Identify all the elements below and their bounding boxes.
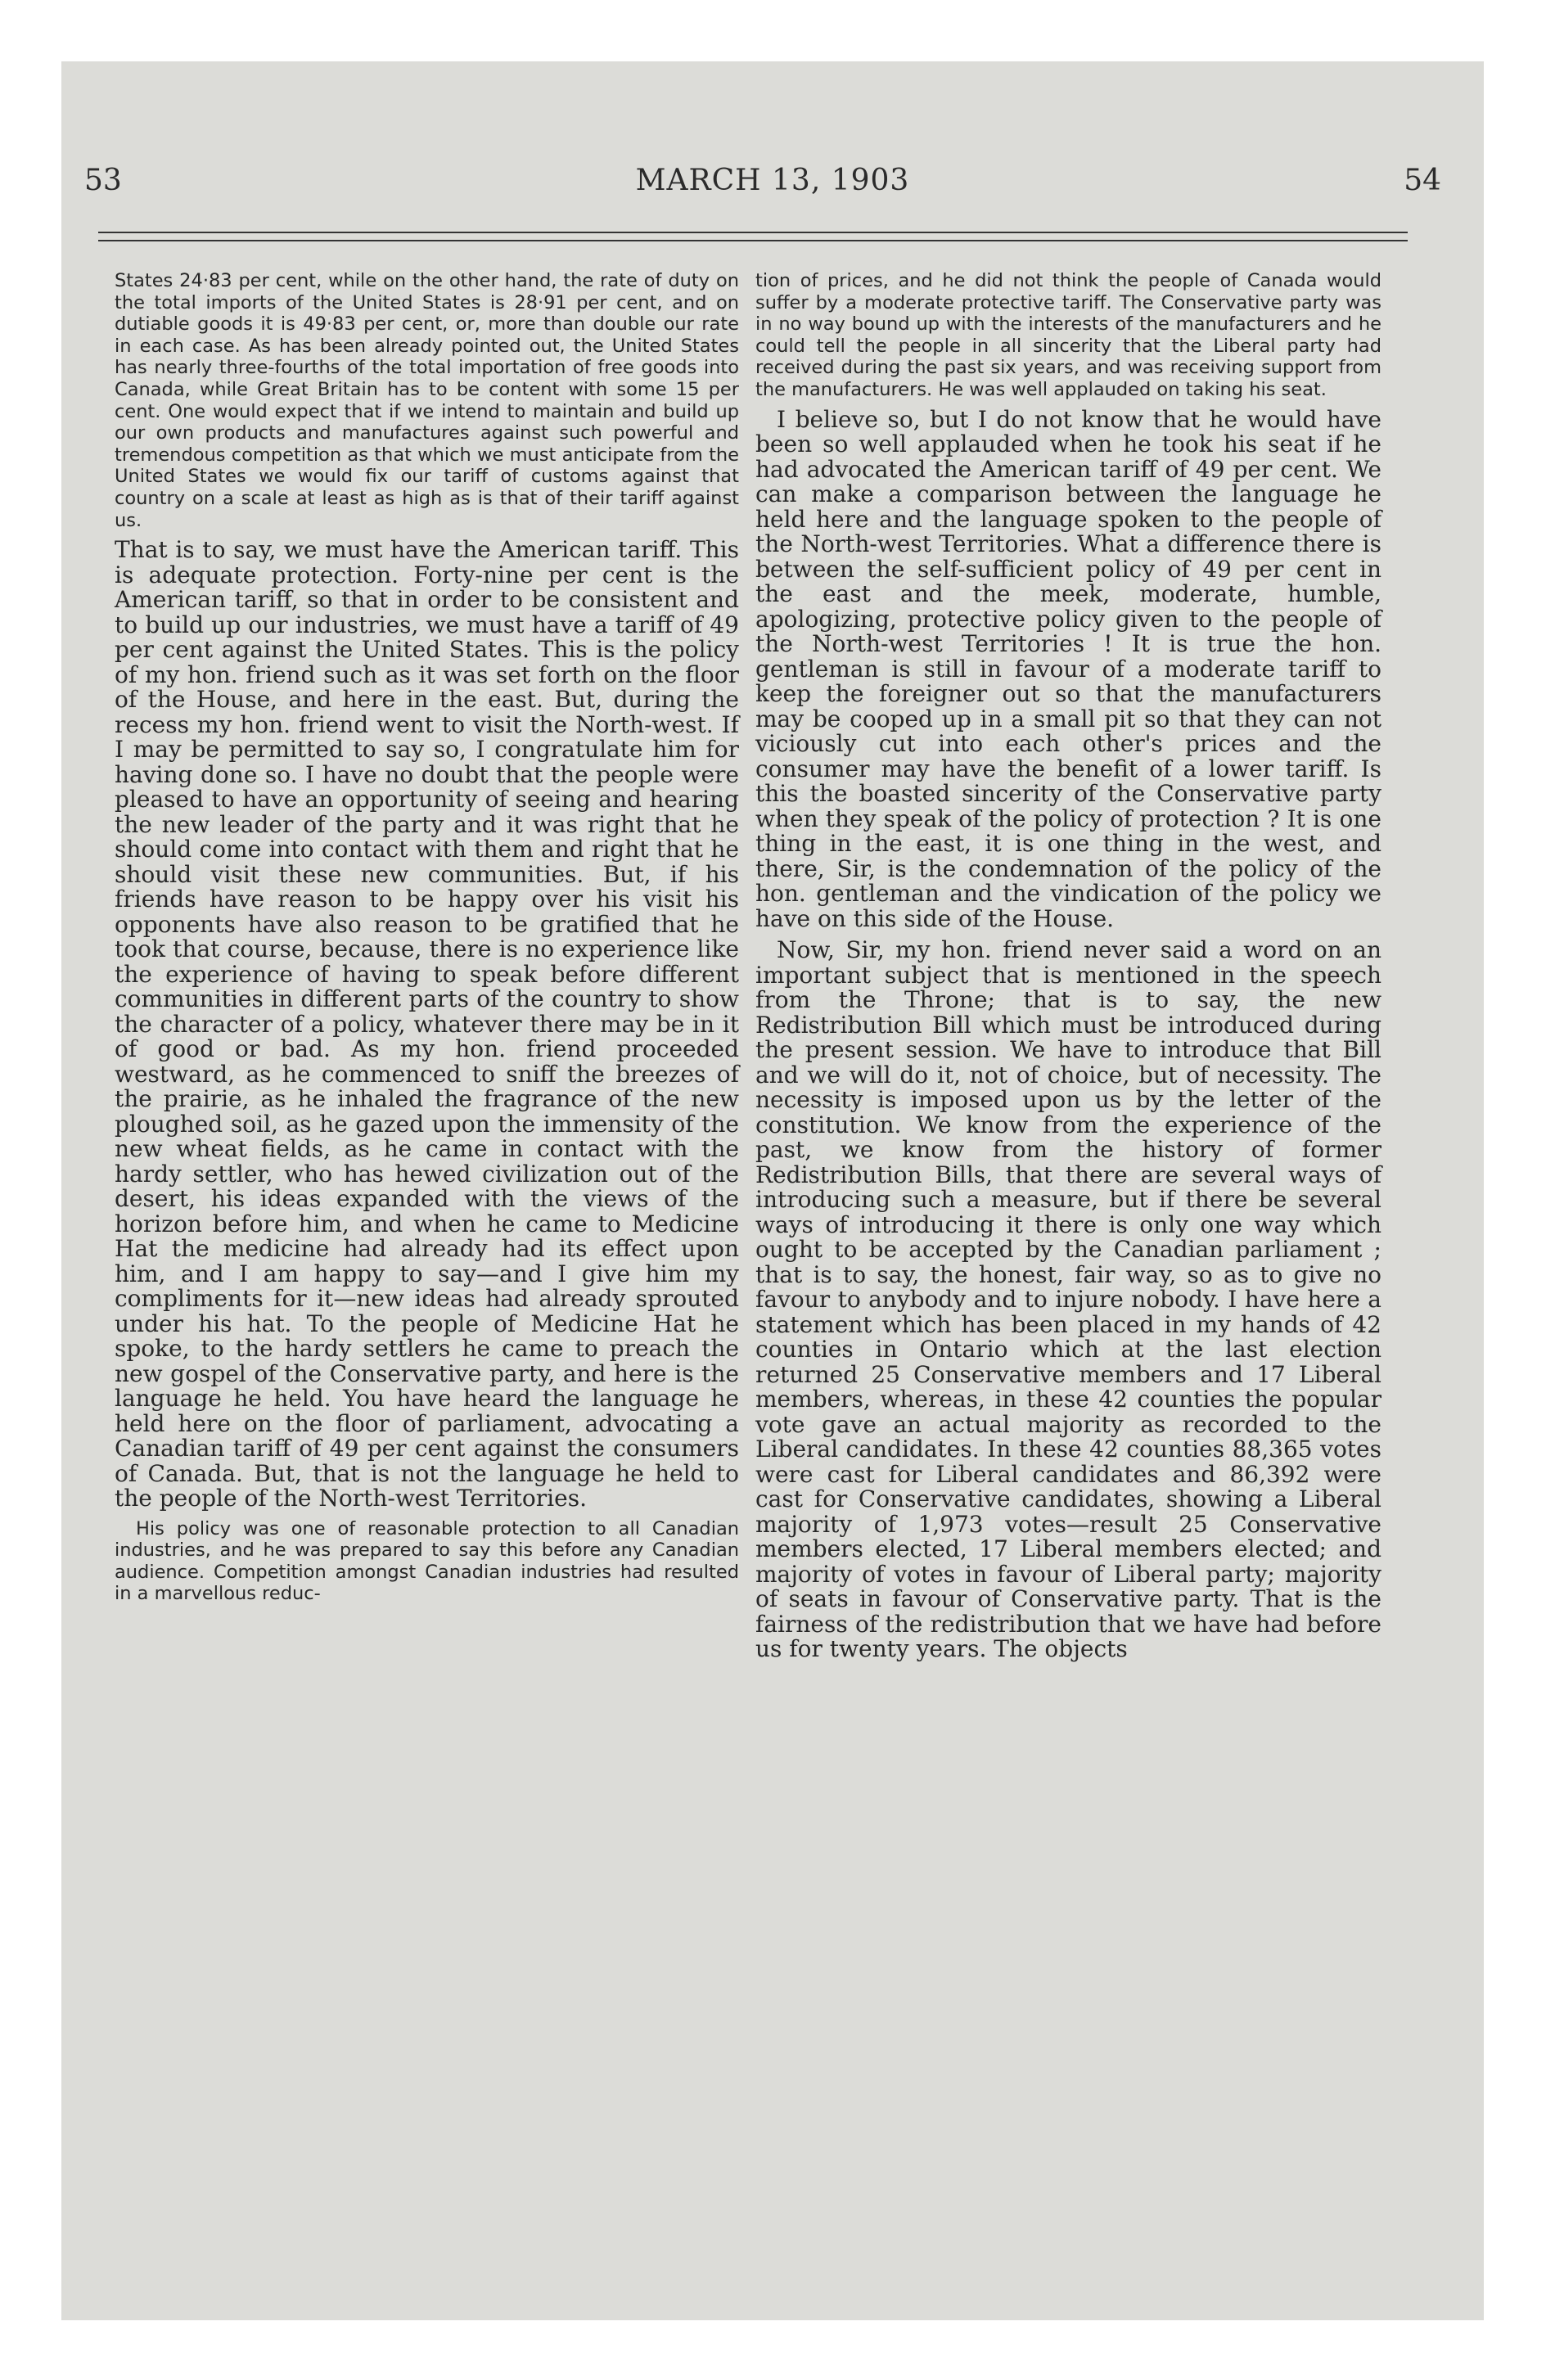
left-paragraph-1: States 24·83 per cent, while on the other hand, the rate of duty on the total imports of the United States is 28·91 per cent, and on dutiable goods it is 49·83 per cent, or, more than double our rate in each case. As has been already pointed out, the United States has nearly three-fourths of the total importation of free goods into Canada, while Great Britain has to be content with some 15 per cent. One would expect that if we intend to maintain and build up our own products and manufactures against such powerful and tremendous competition as that which we must anticipate from the United States we would fix our tariff of customs against that country on a scale at least as high as is that of their tariff against us. [115,270,739,531]
header-rule-bottom [98,240,1408,241]
left-paragraph-2: That is to say, we must have the American tariff. This is adequate protection. Forty-nine per cent is the American tariff, so that in order to be consistent and to build up our industries, we must have a tariff of 49 per cent against the United States. This is the policy of my hon. friend such as it was set forth on the floor of the House, and here in the east. But, during the recess my hon. friend went to visit the North-west. If I may be permitted to say so, I congratulate him for having done so. I have no doubt that the people were pleased to have an opportunity of seeing and hearing the new leader of the party and it was right that he should come into contact with them and right that he should visit these new communities. But, if his friends have reason to be happy over his visit his opponents have also reason to be gratified that he took that course, because, there is no experience like the experience of having to speak before different communities in different parts of the country to show the character of a policy, whatever there may be in it of good or bad. As my hon. friend proceeded westward, as he commenced to sniff the breezes of the prairie, as he inhaled the fragrance of the new ploughed soil, as he gazed upon the immensity of the new wheat fields, as he came in contact with the hardy settler, who has hewed civilization out of the desert, his ideas expanded with the views of the horizon before him, and when he came to Medicine Hat the medicine had already had its effect upon him, and I am happy to say—and I give him my compliments for it—new ideas had already sprouted under his hat. To the people of Medicine Hat he spoke, to the hardy settlers he came to preach the new gospel of the Conservative party, and here is the language he held. You have heard the language he held here on the floor of parliament, advocating a Canadian tariff of 49 per cent against the consumers of Canada. But, that is not the language he held to the people of the North-west Territories. [115,536,739,1512]
right-paragraph-2: I believe so, but I do not know that he would have been so well applauded when he took his seat if he had advocated the American tariff of 49 per cent. We can make a comparison between the language he held here and the language spoken to the people of the North-west Territories. What a difference there is between the self-sufficient policy of 49 per cent in the east and the meek, moderate, humble, apologizing, protective policy given to the people of the North-west Territories ! It is true the hon. gentleman is still in favour of a moderate tariff to keep the foreigner out so that the manufacturers may be cooped up in a small pit so that they can not viciously cut into each other's prices and the consumer may have the benefit of a lower tariff. Is this the boasted sincerity of the Conservative party when they speak of the policy of protection ? It is one thing in the east, it is one thing in the west, and there, Sir, is the condemnation of the policy of the hon. gentleman and the vindication of the policy we have on this side of the House. [755,405,1381,932]
page-number-left: 53 [84,164,122,197]
right-paragraph-1: tion of prices, and he did not think the people of Canada would suffer by a moderate protective tariff. The Conservative party was in no way bound up with the interests of the manufacturers and he could tell the people in all sincerity that the Liberal party had received during the past six years, and was receiving support from the manufacturers. He was well applauded on taking his seat. [755,270,1381,400]
right-paragraph-3: Now, Sir, my hon. friend never said a word on an important subject that is mentioned in the speech from the Throne; that is to say, the new Redistribution Bill which must be introduced during the present session. We have to introduce that Bill and we will do it, not of choice, but of necessity. The necessity is imposed upon us by the letter of the constitution. We know from the experience of the past, we know from the history of former Redistribution Bills, that there are several ways of introducing such a measure, but if there be several ways of introducing it there is only one way which ought to be accepted by the Canadian parliament ; that is to say, the honest, fair way, so as to give no favour to anybody and to injure nobody. I have here a statement which has been placed in my hands of 42 counties in Ontario which at the last election returned 25 Conservative members and 17 Liberal members, whereas, in these 42 counties the popular vote gave an actual majority as recorded to the Liberal candidates. In these 42 counties 88,365 votes were cast for Liberal candidates and 86,392 were cast for Conservative candidates, showing a Liberal majority of 1,973 votes—result 25 Conservative members elected, 17 Liberal members elected; and majority of votes in favour of Liberal party; majority of seats in favour of Conservative party. That is the fairness of the redistribution that we have had before us for twenty years. The objects [755,936,1381,1663]
scanned-page [61,61,1484,2320]
left-column [115,270,739,1611]
hansard-page [61,61,1484,2320]
right-column [755,270,1381,1669]
left-paragraph-3: His policy was one of reasonable protection to all Canadian industries, and he was prepared to say this before any Canadian audience. Competition amongst Canadian industries had resulted in a marvellous reduc- [115,1517,739,1605]
page-date: MARCH 13, 1903 [635,164,910,197]
page-number-right: 54 [1404,164,1441,197]
header-rule-top [98,232,1408,233]
page-header [61,164,1484,213]
